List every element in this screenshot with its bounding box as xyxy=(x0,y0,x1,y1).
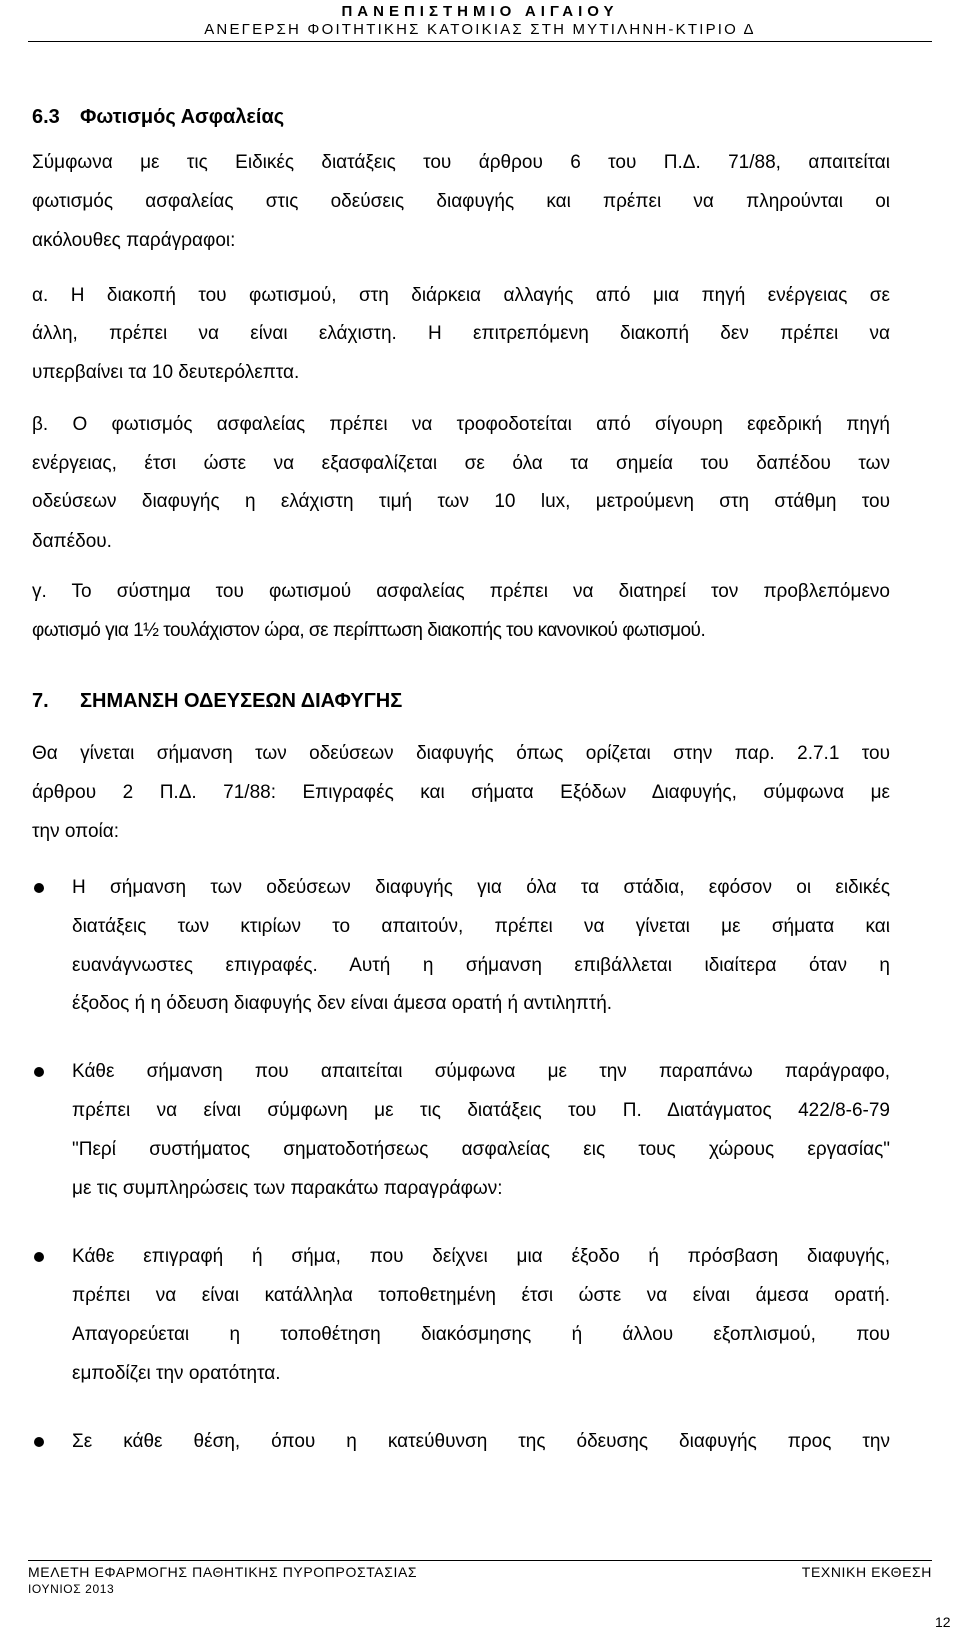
bullet-line: εμποδίζει την ορατότητα. xyxy=(72,1363,281,1384)
paragraph-line: την οποία: xyxy=(32,821,120,842)
bullet-line: Κάθε επιγραφή ή σήμα, που δείχνει μια έξοδο ή πρόσβαση διαφυγής, xyxy=(72,1246,890,1267)
bullet-line: Απαγορεύεται η τοποθέτηση διακόσμησης ή άλλου εξοπλισμού, που xyxy=(72,1324,890,1345)
footer-left: ΜΕΛΕΤΗ ΕΦΑΡΜΟΓΗΣ ΠΑΘΗΤΙΚΗΣ ΠΥΡΟΠΡΟΣΤΑΣΙΑΣ xyxy=(28,1564,418,1580)
bullet-line: Η σήμανση των οδεύσεων διαφυγής για όλα τα στάδια, εφόσον οι ειδικές xyxy=(72,877,890,898)
header-subtitle: ΑΝΕΓΕΡΣΗ ΦΟΙΤΗΤΙΚΗΣ ΚΑΤΟΙΚΙΑΣ ΣΤΗ ΜΥΤΙΛΗΝΗ-ΚΤΙΡΙΟ Δ xyxy=(204,21,756,38)
item-a-line: α. Η διακοπή του φωτισμού, στη διάρκεια αλλαγής από μια πηγή ενέργειας σε xyxy=(32,285,890,306)
item-a-line: άλλη, πρέπει να είναι ελάχιστη. Η επιτρεπόμενη διακοπή δεν πρέπει να xyxy=(32,323,890,344)
item-c-line: φωτισμό για 1½ τουλάχιστον ώρα, σε περίπτωση διακοπής του κανονικού φωτισμού. xyxy=(32,620,706,641)
footer-right: ΤΕΧΝΙΚΗ ΕΚΘΕΣΗ xyxy=(801,1564,932,1580)
paragraph-line: φωτισμός ασφαλείας στις οδεύσεις διαφυγής και πρέπει να πληρούνται οι xyxy=(32,191,890,212)
paragraph-line: ακόλουθες παράγραφοι: xyxy=(32,230,236,251)
item-b-line: δαπέδου. xyxy=(32,531,112,552)
section-7-title: ΣΗΜΑΝΣΗ ΟΔΕΥΣΕΩΝ ΔΙΑΦΥΓΗΣ xyxy=(80,690,403,712)
item-b-line: οδεύσεων διαφυγής η ελάχιστη τιμή των 10 lux, μετρούμενη στη στάθμη του xyxy=(32,491,890,512)
bullet-line: πρέπει να είναι σύμφωνη με τις διατάξεις του Π. Διατάγματος 422/8-6-79 xyxy=(72,1100,890,1121)
header-rule xyxy=(28,41,932,42)
bullet-line: ευανάγνωστες επιγραφές. Αυτή η σήμανση επιβάλλεται ιδιαίτερα όταν η xyxy=(72,955,890,976)
bullet-line: με τις συμπληρώσεις των παρακάτω παραγράφων: xyxy=(72,1178,503,1199)
paragraph-line: Σύμφωνα με τις Ειδικές διατάξεις του άρθρου 6 του Π.Δ. 71/88, απαιτείται xyxy=(32,152,890,173)
item-b-line: ενέργειας, έτσι ώστε να εξασφαλίζεται σε όλα τα σημεία του δαπέδου των xyxy=(32,453,890,474)
section-7-number: 7. xyxy=(32,690,49,712)
page-header xyxy=(0,0,960,39)
page-number: 12 xyxy=(935,1614,951,1630)
item-a-line: υπερβαίνει τα 10 δευτερόλεπτα. xyxy=(32,362,300,383)
bullet-icon xyxy=(34,1437,44,1447)
bullet-line: έξοδος ή η όδευση διαφυγής δεν είναι άμεσα ορατή ή αντιληπτή. xyxy=(72,993,613,1014)
bullet-line: "Περί συστήματος σηματοδοτήσεως ασφαλείας εις τους χώρους εργασίας" xyxy=(72,1139,890,1160)
item-b-line: β. Ο φωτισμός ασφαλείας πρέπει να τροφοδοτείται από σίγουρη εφεδρική πηγή xyxy=(32,414,890,435)
paragraph-line: άρθρου 2 Π.Δ. 71/88: Επιγραφές και σήματα Εξόδων Διαφυγής, σύμφωνα με xyxy=(32,782,890,803)
header-title: ΠΑΝΕΠΙΣΤΗΜΙΟ ΑΙΓΑΙΟΥ xyxy=(341,3,619,20)
bullet-line: πρέπει να είναι κατάλληλα τοποθετημένη έτσι ώστε να είναι άμεσα ορατή. xyxy=(72,1285,890,1306)
bullet-icon xyxy=(34,883,44,893)
section-6-3-title: Φωτισμός Ασφαλείας xyxy=(80,106,285,128)
bullet-line: Σε κάθε θέση, όπου η κατεύθυνση της όδευσης διαφυγής προς την xyxy=(72,1431,890,1452)
footer-date: ΙΟΥΝΙΟΣ 2013 xyxy=(28,1582,115,1596)
bullet-icon xyxy=(34,1067,44,1077)
bullet-line: διατάξεις των κτιρίων το απαιτούν, πρέπει να γίνεται με σήματα και xyxy=(72,916,890,937)
section-6-3-number: 6.3 xyxy=(32,106,60,128)
item-c-line: γ. Το σύστημα του φωτισμού ασφαλείας πρέπει να διατηρεί τον προβλεπόμενο xyxy=(32,581,890,602)
bullet-icon xyxy=(34,1252,44,1262)
bullet-line: Κάθε σήμανση που απαιτείται σύμφωνα με την παραπάνω παράγραφο, xyxy=(72,1061,890,1082)
footer-rule xyxy=(28,1560,932,1561)
paragraph-line: Θα γίνεται σήμανση των οδεύσεων διαφυγής όπως ορίζεται στην παρ. 2.7.1 του xyxy=(32,743,890,764)
